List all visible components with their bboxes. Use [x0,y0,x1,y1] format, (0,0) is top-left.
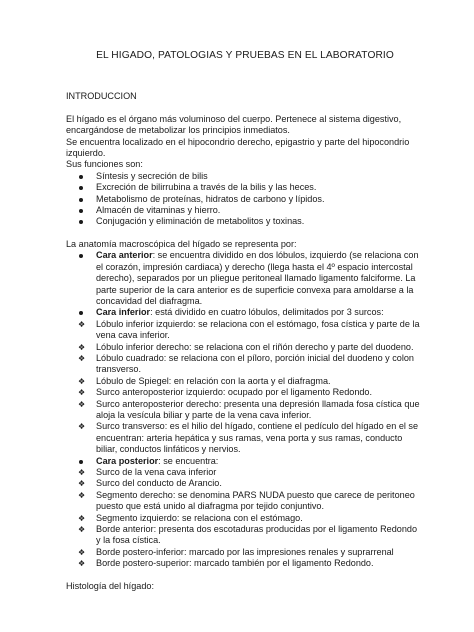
item-heading: Cara inferior [96,307,151,318]
list-item [66,250,424,307]
list-item: Almacén de vitaminas y hierro. [96,205,221,216]
item-text: : se encuentra: [158,455,219,466]
histology-heading: Histología del hígado: [66,580,154,591]
list-item [66,456,424,467]
diamond-bullet-icon: ❖ [78,422,86,432]
list-item [66,307,424,318]
list-item [66,399,424,422]
diamond-bullet-icon: ❖ [78,399,86,409]
diamond-bullet-icon: ❖ [78,342,86,352]
intro-line: El hígado es el órgano más voluminoso del cuerpo. Pertenece al sistema digestivo, [66,113,402,124]
diamond-bullet-icon: ❖ [78,353,86,363]
list-item [66,376,424,387]
diamond-bullet-icon: ❖ [78,376,86,386]
list-item [66,547,424,558]
item-text: Lóbulo inferior derecho: se relaciona con el riñón derecho y parte del duodeno. [96,341,414,352]
list-item [66,421,424,455]
diamond-bullet-icon: ❖ [78,559,86,569]
diamond-bullet-icon: ❖ [78,490,86,500]
intro-paragraph [66,114,424,171]
item-heading: Cara anterior [96,250,153,261]
diamond-bullet-icon: ❖ [78,513,86,523]
anatomy-intro: La anatomía macroscópica del hígado se representa por: [66,238,297,249]
list-item [66,319,424,342]
item-text: Lóbulo de Spiegel: en relación con la aorta y el diafragma. [96,375,331,386]
list-item [66,558,424,569]
diamond-bullet-icon: ❖ [78,388,86,398]
item-text: Segmento izquierdo: se relaciona con el estómago. [96,512,303,523]
list-item [66,513,424,524]
item-text: Surco del conducto de Arancio. [96,478,222,489]
diamond-bullet-icon: ❖ [78,479,86,489]
list-item [66,478,424,489]
diamond-bullet-icon: ❖ [78,468,86,477]
document-title: EL HIGADO, PATOLOGIAS Y PRUEBAS EN EL LABORATORIO [96,50,394,61]
list-item [66,490,424,513]
list-item: Excreción de bilirrubina a través de la bilis y las heces. [96,182,317,193]
diamond-bullet-icon: ❖ [78,319,86,329]
intro-line: izquierdo. [66,148,106,159]
item-text: : se encuentra dividido en dos lóbulos, izquierdo (se relaciona con el corazón, impresión cardiaca) y derecho (llega hasta el 4º espacio intercostal derecho), separados por un pliegue peritoneal llamado ligamento falciforme. La parte superior de la cara anterior es de superficie convexa para amoldarse a la concavidad del diafragma. [96,250,419,306]
item-text: Borde postero-superior: marcado también por el ligamento Redondo. [96,558,374,569]
item-heading: Cara posterior [96,455,159,466]
item-text: Surco de la vena cava inferior [96,467,217,477]
list-item [66,387,424,398]
list-item: Metabolismo de proteínas, hidratos de carbono y lípidos. [96,193,325,204]
item-text: Borde anterior: presenta dos escotaduras producidas por el ligamento Redondo y la fosa cística. [96,524,418,546]
intro-line: Se encuentra localizado en el hipocondrio derecho, epigastrio y parte del hipocondrio [66,136,410,147]
diamond-bullet-icon: ❖ [78,547,86,557]
item-text: Lóbulo cuadrado: se relaciona con el píloro, porción inicial del duodeno y colon transverso. [96,352,414,375]
intro-line: Sus funciones son: [66,159,143,170]
list-item: Conjugación y eliminación de metabolitos y toxinas. [96,216,305,227]
diamond-bullet-icon: ❖ [78,525,86,535]
functions-list [66,171,424,228]
item-text: Surco transverso: es el hilio del hígado, contiene el pedículo del hígado en el se encuentran: arteria hepática y sus ramas, vena porta y sus ramas, conducto biliar, conductos linfáticos y nervios. [96,421,419,455]
intro-line: encargándose de metabolizar los principios inmediatos. [66,125,290,136]
list-item [66,524,424,547]
item-text: Lóbulo inferior izquierdo: se relaciona con el estómago, fosa cística y parte de la vena cava inferior. [96,318,420,341]
item-text: Surco anteroposterior izquierdo: ocupado por el ligamento Redondo. [96,387,373,398]
list-item [66,342,424,353]
list-item [66,353,424,376]
item-text: : está dividido en cuatro lóbulos, delimitados por 3 surcos: [150,307,384,318]
anatomy-list [66,250,424,569]
item-text: Segmento derecho: se denomina PARS NUDA puesto que carece de peritoneo puesto que está unido al diafragma por tejido conjuntivo. [96,489,415,512]
item-text: Borde postero-inferior: marcado por las impresiones renales y suprarrenal [96,546,394,557]
intro-heading: INTRODUCCION [66,91,137,102]
list-item [66,467,424,478]
item-text: Surco anteroposterior derecho: presenta una depresión llamada fosa cística que aloja la vesícula biliar y parte de la vena cava inferior. [96,398,420,420]
list-item: Síntesis y secreción de bilis [96,170,208,181]
